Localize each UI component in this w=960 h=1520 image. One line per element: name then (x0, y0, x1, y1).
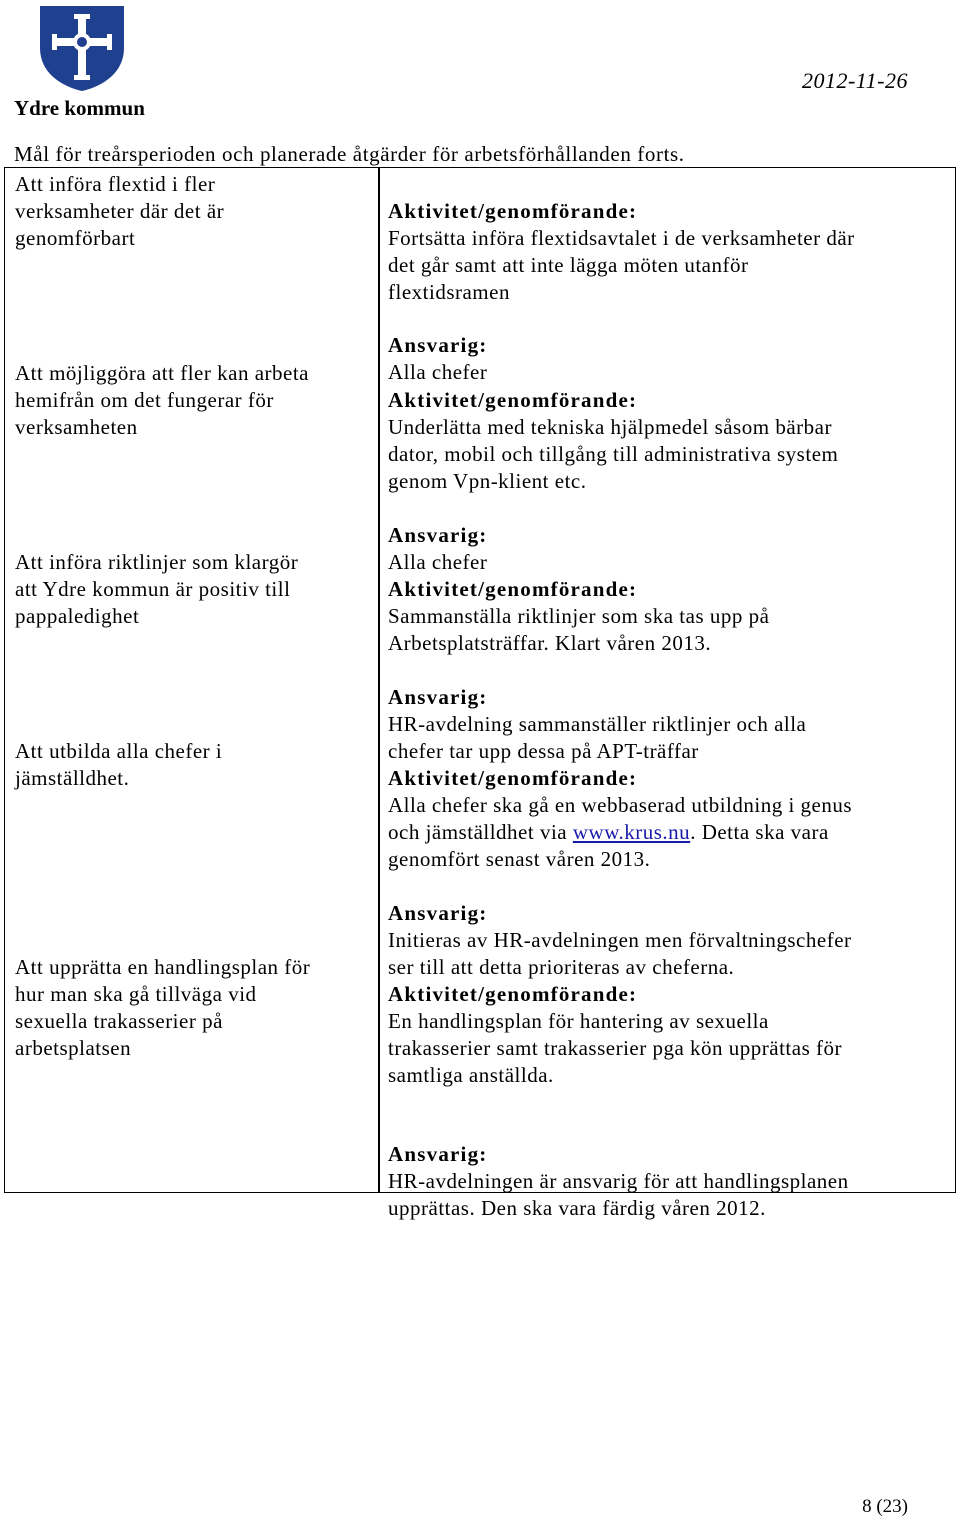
page-number: 8 (23) (862, 1496, 908, 1517)
responsible-text: Initieras av HR-avdelningen men förvaltningschefer ser till att detta prioriteras av cheferna. (388, 928, 852, 979)
activity-cell (388, 171, 948, 306)
activity-cell (388, 549, 948, 657)
activity-cell (388, 738, 948, 873)
activity-text: En handlingsplan för hantering av sexuella trakasserier samt trakasserier pga kön upprättas för samtliga anställda. (388, 1009, 842, 1087)
activity-text-start: Alla chefer ska gå en webbaserad utbildning i genus och jämställdhet via (388, 793, 853, 844)
responsible-text: Alla chefer (388, 550, 488, 574)
responsible-text: Alla chefer (388, 360, 488, 384)
activity-heading: Aktivitet/genomförande: (388, 766, 638, 790)
responsible-text: HR-avdelningen är ansvarig för att handlingsplanen upprättas. Den ska vara färdig våren 2012. (388, 1169, 849, 1220)
responsible-heading: Ansvarig: (388, 333, 488, 357)
goals-table (4, 167, 956, 1220)
responsible-heading: Ansvarig: (388, 685, 488, 709)
responsible-text: HR-avdelning sammanställer riktlinjer och alla chefer tar upp dessa på APT-träffar (388, 712, 807, 763)
krus-link[interactable]: www.krus.nu (572, 820, 691, 844)
activity-text: Fortsätta införa flextidsavtalet i de verksamheter där det går samt att inte lägga möten utanför flextidsramen (388, 226, 855, 304)
activity-heading: Aktivitet/genomförande: (388, 199, 638, 223)
activity-heading: Aktivitet/genomförande: (388, 577, 638, 601)
municipality-crest-icon (36, 4, 128, 92)
section-title: Mål för treårsperioden och planerade åtgärder för arbetsförhållanden forts. (14, 142, 685, 166)
organization-name: Ydre kommun (14, 96, 145, 120)
column-divider (378, 168, 380, 1192)
activity-cell (388, 954, 948, 1089)
activity-text-end: . Detta ska vara genomfört senast våren 2013. (388, 820, 829, 871)
responsible-heading: Ansvarig: (388, 901, 488, 925)
activity-text: Sammanställa riktlinjer som ska tas upp på Arbetsplatsträffar. Klart våren 2013. (388, 604, 770, 655)
responsible-heading: Ansvarig: (388, 523, 488, 547)
goal-cell: Att upprätta en handlingsplan för hur man ska gå tillväga vid sexuella trakasserier på arbetsplatsen (15, 955, 311, 1060)
activity-text: Underlätta med tekniska hjälpmedel såsom bärbar dator, mobil och tillgång till administrativa system genom Vpn-klient etc. (388, 415, 839, 493)
document-date: 2012-11-26 (801, 68, 908, 93)
responsible-heading: Ansvarig: (388, 1142, 488, 1166)
goal-cell: Att införa flextid i fler verksamheter där det är genomförbart (15, 172, 225, 250)
goal-cell: Att införa riktlinjer som klargör att Ydre kommun är positiv till pappaledighet (15, 550, 299, 628)
activity-heading: Aktivitet/genomförande: (388, 982, 638, 1006)
goal-cell: Att möjliggöra att fler kan arbeta hemifrån om det fungerar för verksamheten (15, 361, 309, 439)
activity-cell (388, 360, 948, 495)
activity-heading: Aktivitet/genomförande: (388, 388, 638, 412)
goal-cell: Att utbilda alla chefer i jämställdhet. (15, 739, 223, 790)
responsible-cell (388, 1114, 948, 1222)
